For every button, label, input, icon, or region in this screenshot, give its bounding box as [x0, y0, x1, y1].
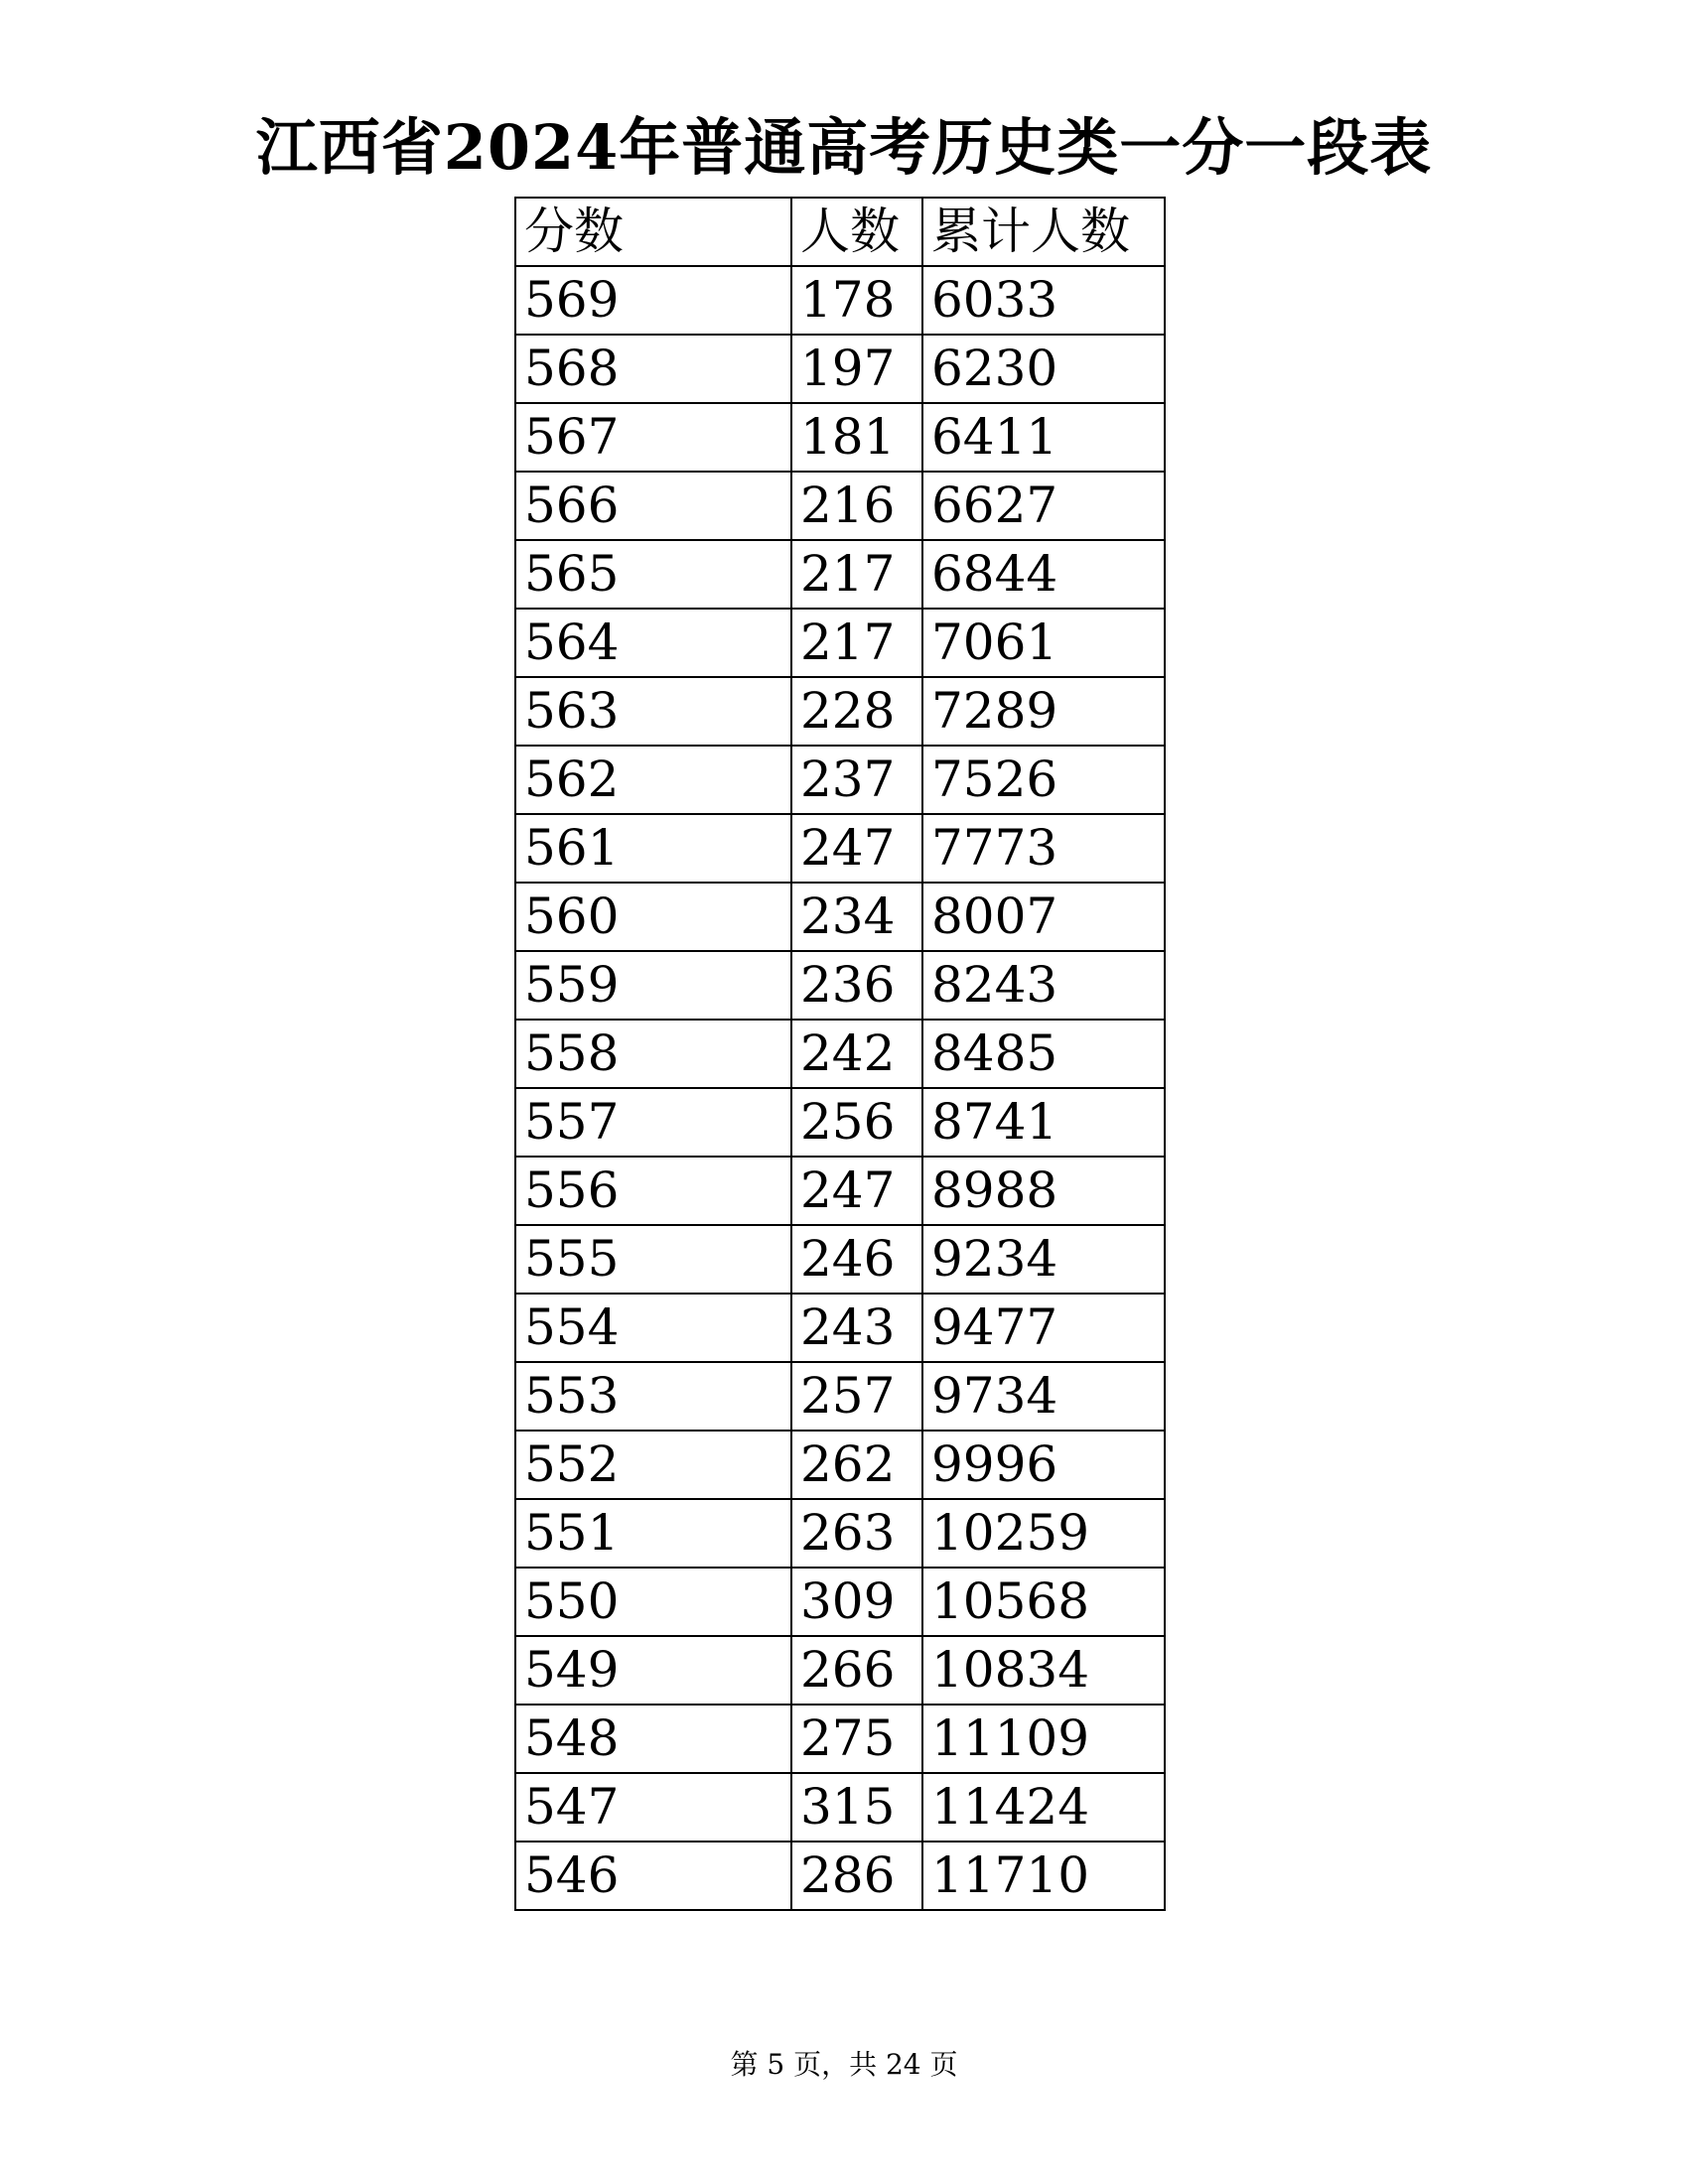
cell-cumulative: 9996: [922, 1431, 1165, 1499]
cell-count: 262: [791, 1431, 922, 1499]
cell-score: 561: [515, 814, 791, 883]
cell-count: 266: [791, 1636, 922, 1705]
cell-score: 558: [515, 1020, 791, 1088]
cell-score: 566: [515, 472, 791, 540]
cell-score: 553: [515, 1362, 791, 1431]
score-table: [514, 197, 1166, 1911]
cell-cumulative: 8007: [922, 883, 1165, 951]
table-row: [515, 1842, 1165, 1910]
cell-score: 562: [515, 746, 791, 814]
cell-score: 548: [515, 1705, 791, 1773]
cell-cumulative: 7773: [922, 814, 1165, 883]
cell-cumulative: 6844: [922, 540, 1165, 609]
table-row: [515, 1499, 1165, 1568]
table-row: [515, 1773, 1165, 1842]
cell-score: 559: [515, 951, 791, 1020]
table-row: [515, 1362, 1165, 1431]
cell-count: 247: [791, 1157, 922, 1225]
cell-score: 552: [515, 1431, 791, 1499]
table-row: [515, 746, 1165, 814]
cell-cumulative: 9477: [922, 1294, 1165, 1362]
cell-score: 551: [515, 1499, 791, 1568]
cell-cumulative: 10834: [922, 1636, 1165, 1705]
cell-count: 257: [791, 1362, 922, 1431]
table-row: [515, 883, 1165, 951]
cell-cumulative: 11424: [922, 1773, 1165, 1842]
cell-score: 568: [515, 335, 791, 403]
page-title: 江西省2024年普通高考历史类一分一段表: [255, 111, 1433, 184]
cell-score: 560: [515, 883, 791, 951]
table-row: [515, 1636, 1165, 1705]
table-row: [515, 951, 1165, 1020]
cell-count: 275: [791, 1705, 922, 1773]
cell-score: 555: [515, 1225, 791, 1294]
cell-count: 237: [791, 746, 922, 814]
table-body: [515, 266, 1165, 1910]
cell-count: 309: [791, 1568, 922, 1636]
cell-cumulative: 8485: [922, 1020, 1165, 1088]
table-row: [515, 609, 1165, 677]
cell-count: 256: [791, 1088, 922, 1157]
header-row: [515, 198, 1165, 266]
cell-cumulative: 6033: [922, 266, 1165, 335]
table-row: [515, 1020, 1165, 1088]
cell-count: 242: [791, 1020, 922, 1088]
table-row: [515, 403, 1165, 472]
cell-count: 197: [791, 335, 922, 403]
cell-count: 216: [791, 472, 922, 540]
cell-count: 217: [791, 540, 922, 609]
cell-cumulative: 7061: [922, 609, 1165, 677]
table-row: [515, 1568, 1165, 1636]
cell-count: 217: [791, 609, 922, 677]
cell-count: 286: [791, 1842, 922, 1910]
cell-count: 246: [791, 1225, 922, 1294]
table-row: [515, 540, 1165, 609]
cell-score: 569: [515, 266, 791, 335]
cell-cumulative: 6627: [922, 472, 1165, 540]
table-row: [515, 335, 1165, 403]
cell-count: 228: [791, 677, 922, 746]
cell-count: 247: [791, 814, 922, 883]
cell-score: 547: [515, 1773, 791, 1842]
cell-cumulative: 11710: [922, 1842, 1165, 1910]
cell-count: 234: [791, 883, 922, 951]
cell-score: 549: [515, 1636, 791, 1705]
cell-score: 546: [515, 1842, 791, 1910]
cell-count: 236: [791, 951, 922, 1020]
cell-score: 557: [515, 1088, 791, 1157]
cell-cumulative: 9234: [922, 1225, 1165, 1294]
table-row: [515, 1294, 1165, 1362]
cell-score: 567: [515, 403, 791, 472]
cell-cumulative: 6411: [922, 403, 1165, 472]
table-row: [515, 1431, 1165, 1499]
cell-cumulative: 11109: [922, 1705, 1165, 1773]
table-row: [515, 1157, 1165, 1225]
header-count: 人数: [791, 198, 922, 266]
cell-cumulative: 10259: [922, 1499, 1165, 1568]
cell-count: 181: [791, 403, 922, 472]
table-row: [515, 1088, 1165, 1157]
cell-cumulative: 8741: [922, 1088, 1165, 1157]
header-score: 分数: [515, 198, 791, 266]
cell-score: 550: [515, 1568, 791, 1636]
cell-cumulative: 9734: [922, 1362, 1165, 1431]
cell-score: 564: [515, 609, 791, 677]
table-row: [515, 1225, 1165, 1294]
table-row: [515, 266, 1165, 335]
table-row: [515, 677, 1165, 746]
page-footer: 第 5 页，共 24 页: [730, 2048, 958, 2081]
cell-score: 556: [515, 1157, 791, 1225]
cell-cumulative: 10568: [922, 1568, 1165, 1636]
cell-cumulative: 8243: [922, 951, 1165, 1020]
cell-count: 178: [791, 266, 922, 335]
cell-cumulative: 7526: [922, 746, 1165, 814]
table-row: [515, 814, 1165, 883]
cell-cumulative: 7289: [922, 677, 1165, 746]
cell-score: 565: [515, 540, 791, 609]
cell-cumulative: 6230: [922, 335, 1165, 403]
table-row: [515, 472, 1165, 540]
header-cumulative: 累计人数: [922, 198, 1165, 266]
cell-score: 563: [515, 677, 791, 746]
cell-score: 554: [515, 1294, 791, 1362]
cell-count: 315: [791, 1773, 922, 1842]
table-row: [515, 1705, 1165, 1773]
cell-count: 243: [791, 1294, 922, 1362]
cell-cumulative: 8988: [922, 1157, 1165, 1225]
cell-count: 263: [791, 1499, 922, 1568]
